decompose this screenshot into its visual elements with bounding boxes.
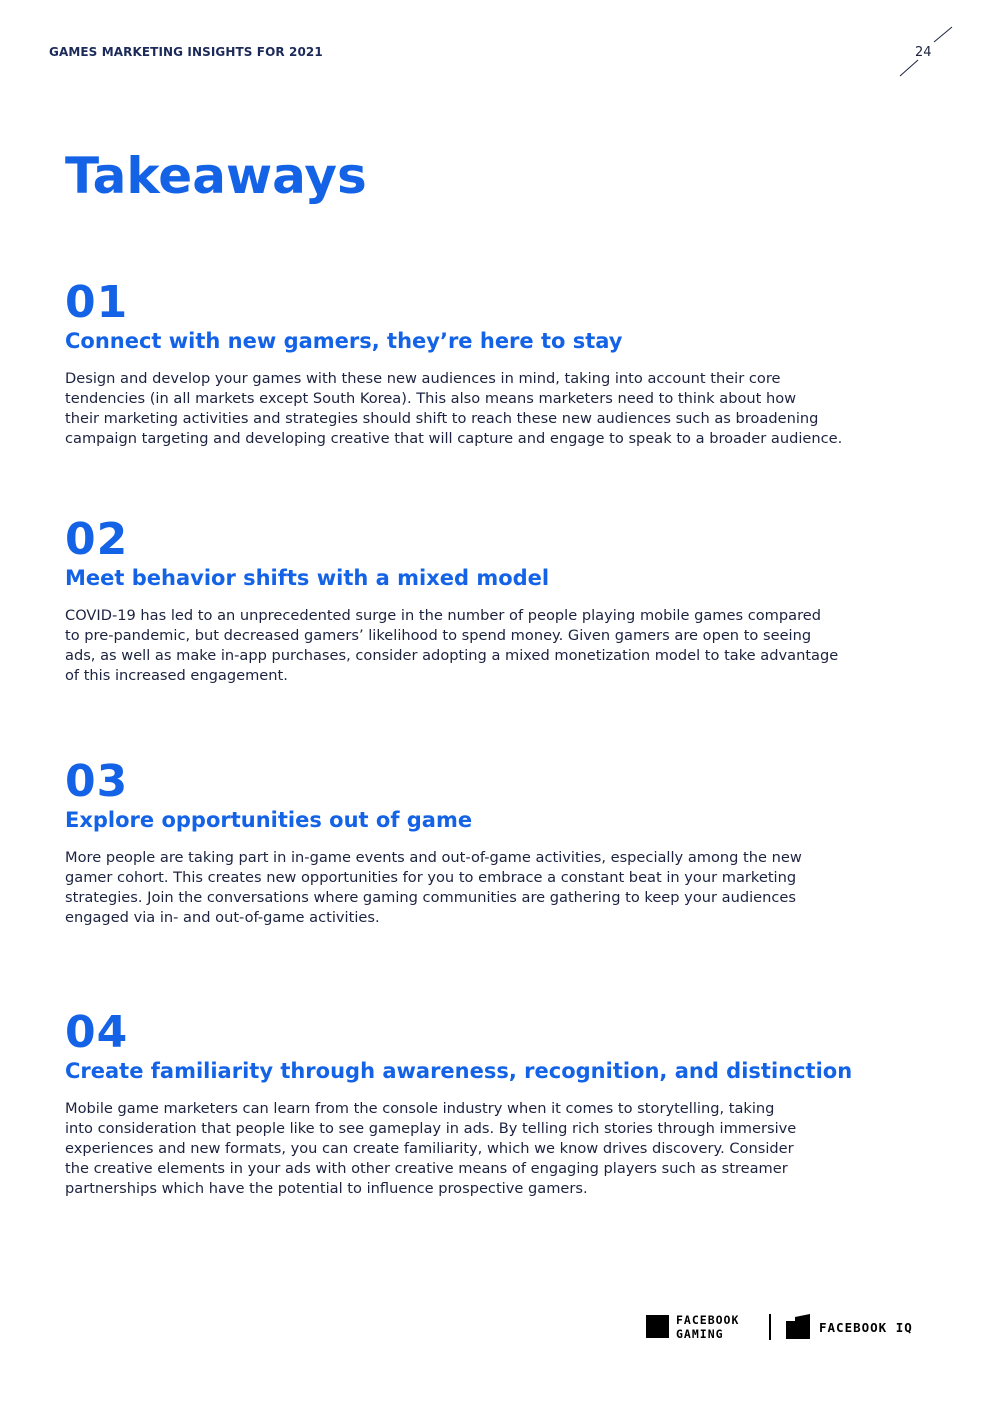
- takeaway-heading: Create familiarity through awareness, recognition, and distinction: [65, 1059, 853, 1083]
- body-line: experiences and new formats, you can create familiarity, which we know drives discovery. Consider: [65, 1140, 794, 1157]
- takeaway-heading: Connect with new gamers, they’re here to stay: [65, 329, 623, 353]
- takeaway-body: [65, 606, 935, 686]
- page-number: 24: [915, 45, 932, 60]
- body-line: Design and develop your games with these new audiences in mind, taking into account their core: [65, 370, 781, 387]
- body-line: More people are taking part in in-game events and out-of-game activities, especially among the new: [65, 849, 802, 866]
- facebook-iq-logo-icon: [786, 1314, 810, 1339]
- body-line: the creative elements in your ads with other creative means of engaging players such as streamer: [65, 1160, 788, 1177]
- body-line: COVID-19 has led to an unprecedented surge in the number of people playing mobile games compared: [65, 607, 822, 624]
- body-line: tendencies (in all markets except South Korea). This also means marketers need to think about how: [65, 390, 797, 407]
- takeaway-02: [65, 516, 935, 686]
- takeaway-number: 03: [65, 756, 129, 807]
- footer-logos: [646, 1313, 936, 1343]
- takeaway-body: [65, 369, 935, 449]
- body-line: partnerships which have the potential to influence prospective gamers.: [65, 1180, 588, 1197]
- body-line: ads, as well as make in-app purchases, consider adopting a mixed monetization model to take advantage: [65, 647, 839, 664]
- footer-divider: [769, 1314, 771, 1340]
- gaming-wordmark-line: GAMING: [676, 1327, 724, 1341]
- body-line: engaged via in- and out-of-game activities.: [65, 909, 380, 926]
- takeaway-heading: Meet behavior shifts with a mixed model: [65, 566, 550, 590]
- body-line: campaign targeting and developing creative that will capture and engage to speak to a broader audience.: [65, 430, 843, 447]
- takeaway-heading: Explore opportunities out of game: [65, 808, 473, 832]
- body-line: to pre-pandemic, but decreased gamers’ likelihood to spend money. Given gamers are open to seeing: [65, 627, 812, 644]
- gaming-wordmark-line: FACEBOOK: [676, 1313, 740, 1327]
- report-title: GAMES MARKETING INSIGHTS FOR 2021: [49, 45, 323, 59]
- body-line: of this increased engagement.: [65, 667, 288, 684]
- facebook-gaming-wordmark: [676, 1313, 739, 1341]
- facebook-iq-wordmark: FACEBOOK IQ: [819, 1320, 913, 1335]
- takeaway-03: [65, 758, 935, 928]
- takeaway-number: 04: [65, 1007, 129, 1058]
- takeaway-number: 02: [65, 514, 129, 565]
- takeaway-number: 01: [65, 277, 129, 328]
- page-title: Takeaways: [65, 147, 367, 205]
- body-line: strategies. Join the conversations where gaming communities are gathering to keep your audiences: [65, 889, 796, 906]
- takeaway-01: [65, 279, 935, 449]
- body-line: Mobile game marketers can learn from the console industry when it comes to storytelling, taking: [65, 1100, 775, 1117]
- body-line: their marketing activities and strategies should shift to reach these new audiences such as broadening: [65, 410, 819, 427]
- facebook-gaming-logo-icon: [646, 1315, 669, 1338]
- body-line: into consideration that people like to see gameplay in ads. By telling rich stories through immersive: [65, 1120, 797, 1137]
- takeaway-body: [65, 1099, 935, 1199]
- takeaway-04: [65, 1009, 935, 1199]
- body-line: gamer cohort. This creates new opportunities for you to embrace a constant beat in your marketing: [65, 869, 797, 886]
- takeaway-body: [65, 848, 935, 928]
